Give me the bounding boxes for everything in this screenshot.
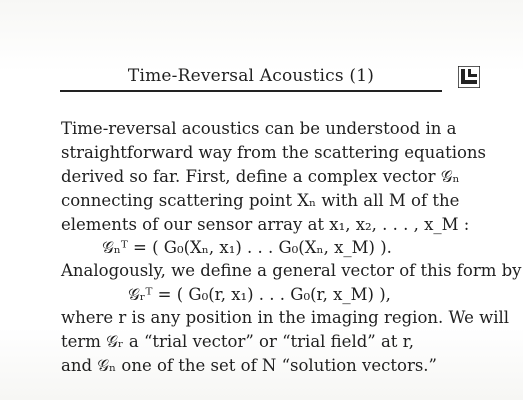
text-line-3: derived so far. First, define a complex vector 𝒢ₙ [61,167,460,186]
slide-title: Time-Reversal Acoustics (1) [127,66,375,86]
text-line-5: elements of our sensor array at x₁, x₂, . . . , x_M : [61,215,470,234]
text-line-11: and 𝒢ₙ one of the set of N “solution vectors.” [61,356,437,375]
title-rule [60,90,442,92]
text-line-1: Time-reversal acoustics can be understood in a [61,119,457,138]
text-line-7: Analogously, we define a general vector of this form by [61,261,522,280]
equation-gr: 𝒢ᵣᵀ = ( G₀(r, x₁) . . . G₀(r, x_M) ), [128,285,391,304]
text-line-4: connecting scattering point Xₙ with all M of the [61,191,460,210]
equation-gn: 𝒢ₙᵀ = ( G₀(Xₙ, x₁) . . . G₀(Xₙ, x_M) ). [102,238,392,257]
text-line-10: term 𝒢ᵣ a “trial vector” or “trial field” at r, [61,332,415,351]
text-line-2: straightforward way from the scattering equations [61,143,487,162]
lab-logo-icon [458,66,480,88]
text-line-9: where r is any position in the imaging region. We will [61,308,510,327]
